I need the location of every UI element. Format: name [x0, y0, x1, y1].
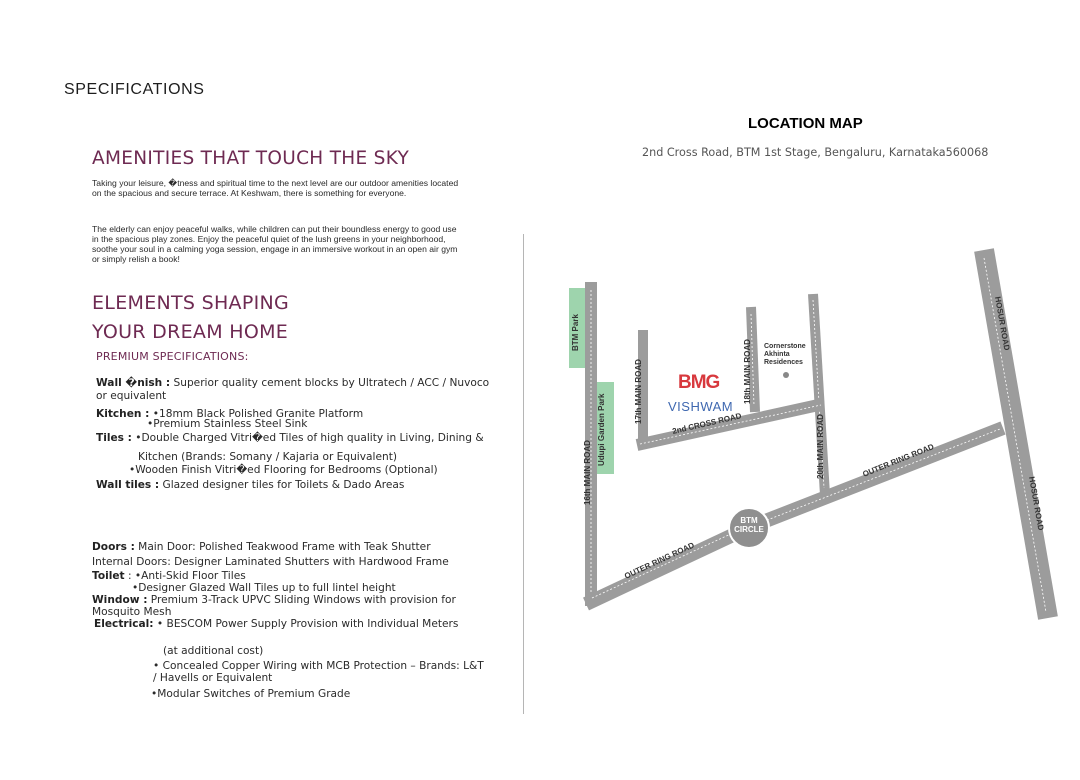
spec-wall-tiles-text: Glazed designer tiles for Toilets & Dado Areas	[159, 479, 405, 491]
logo-mark: BMG	[678, 372, 720, 393]
location-address: 2nd Cross Road, BTM 1st Stage, Bengaluru, Karnataka560068	[642, 146, 989, 159]
spec-doors-text: Main Door: Polished Teakwood Frame with Teak Shutter	[134, 541, 431, 553]
spec-doors-cont: Internal Doors: Designer Laminated Shutters with Hardwood Frame	[92, 556, 449, 568]
elements-heading-line-1: ELEMENTS SHAPING	[92, 292, 290, 314]
spec-window-cont: Mosquito Mesh	[92, 606, 172, 618]
spec-electrical-cont-4: •Modular Switches of Premium Grade	[151, 688, 351, 700]
spec-tiles-text: •Double Charged Vitri�ed Tiles of high quality in Living, Dining &	[131, 432, 484, 444]
spec-tiles-cont: Kitchen (Brands: Somany / Kajaria or Equivalent)	[138, 451, 397, 463]
spec-electrical-cont-2: • Concealed Copper Wiring with MCB Protection – Brands: L&T	[153, 660, 484, 672]
btm-circle-label-1: BTM	[740, 516, 758, 525]
spec-window-text: Premium 3-Track UPVC Sliding Windows with provision for	[147, 594, 456, 606]
spec-tiles-label: Tiles :	[96, 432, 132, 444]
amenities-paragraph-2: The elderly can enjoy peaceful walks, while children can put their boundless energy to good use in the spacious play zones. Enjoy the peaceful quiet of the lush greens in your neighborhood, soothe your soul in a calming yoga session, engage in an immersive workout in an open air gym or simply relish a book!	[92, 224, 458, 264]
label-16th-main: 16th MAIN ROAD	[583, 440, 592, 505]
label-2nd-cross: 2nd CROSS ROAD	[671, 411, 743, 436]
spec-kitchen-text: •18mm Black Polished Granite Platform	[149, 408, 364, 420]
label-btm-park: BTM Park	[571, 314, 580, 351]
label-hosur-road-2: HOSUR ROAD	[1027, 475, 1046, 532]
label-18th-main: 18th MAIN ROAD	[743, 339, 752, 404]
spec-electrical-cont-1: (at additional cost)	[163, 645, 264, 657]
spec-window-label: Window :	[92, 594, 148, 606]
cornerstone-label-2: Akhinta	[764, 351, 790, 358]
label-outer-ring-lower: OUTER RING ROAD	[623, 540, 696, 581]
premium-specifications-label: PREMIUM SPECIFICATIONS:	[96, 350, 249, 363]
spec-kitchen-cont: •Premium Stainless Steel Sink	[147, 418, 308, 430]
spec-doors-label: Doors :	[92, 541, 135, 553]
page-title: SPECIFICATIONS	[64, 81, 205, 98]
spec-toilet-cont: •Designer Glazed Wall Tiles up to full lintel height	[132, 582, 396, 594]
spec-toilet-text: : •Anti-Skid Floor Tiles	[124, 570, 246, 582]
amenities-paragraph-1: Taking your leisure, �tness and spiritual time to the next level are our outdoor amenities located on the spacious and secure terrace. At Keshwam, there is something for everyone.	[92, 178, 459, 198]
label-udupi-garden-park: Udupi Garden Park	[597, 393, 606, 466]
vishwam-logo	[668, 372, 733, 414]
label-hosur-road-1: HOSUR ROAD	[993, 295, 1012, 352]
spec-kitchen-label: Kitchen :	[96, 408, 150, 420]
location-map-title: LOCATION MAP	[748, 115, 863, 132]
label-outer-ring-upper: OUTER RING ROAD	[861, 442, 936, 479]
spec-wall-finish-label: Wall �nish :	[96, 377, 171, 389]
spec-wall-tiles-label: Wall tiles :	[96, 479, 160, 491]
spec-wall-finish-cont: or equivalent	[96, 390, 167, 402]
spec-toilet-label: Toilet	[92, 570, 125, 582]
spec-tiles-cont-2: •Wooden Finish Vitri�ed Flooring for Bedrooms (Optional)	[129, 464, 438, 476]
elements-heading-line-2: YOUR DREAM HOME	[92, 321, 289, 343]
btm-circle-label-2: CIRCLE	[734, 525, 764, 534]
cornerstone-label-3: Residences	[764, 359, 803, 366]
spec-electrical-label: Electrical:	[94, 618, 154, 630]
label-17th-main: 17th MAIN ROAD	[634, 359, 643, 424]
spec-wall-finish-text: Superior quality cement blocks by Ultratech / ACC / Nuvoco	[170, 377, 490, 389]
label-20th-main: 20th MAIN ROAD	[816, 414, 825, 479]
logo-wordmark: VISHWAM	[668, 399, 734, 414]
spec-electrical-cont-3: / Havells or Equivalent	[153, 672, 273, 684]
spec-electrical-text: • BESCOM Power Supply Provision with Individual Meters	[153, 618, 459, 630]
cornerstone-marker	[783, 372, 789, 378]
amenities-heading: AMENITIES THAT TOUCH THE SKY	[92, 148, 410, 169]
cornerstone-label-1: Cornerstone	[764, 343, 806, 350]
